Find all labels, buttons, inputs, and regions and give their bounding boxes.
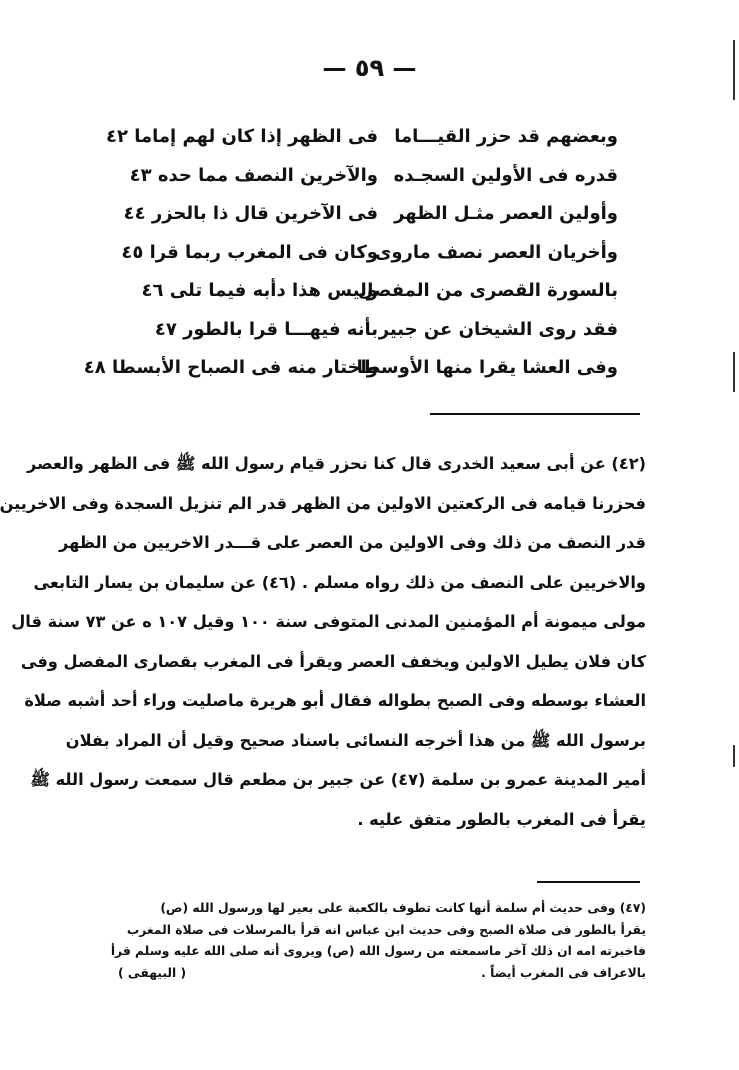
footnote-last-line — [118, 963, 646, 985]
commentary-line: برسول الله ﷺ من هذا أخرجه النسائى باسناد صحيح وقيل أن المراد بفلان — [65, 730, 646, 750]
commentary-line: (٤٢) عن أبى سعيد الخدرى قال كنا نحزر قيام رسول الله ﷺ فى الظهر والعصر — [26, 454, 646, 473]
verse-second-hemistich: فى الآخرين قال ذا بالحزر ٤٤ — [123, 203, 378, 224]
verse-second-hemistich: وليس هذا دأبه فيما تلى ٤٦ — [141, 280, 378, 301]
verse-second-hemistich: والآخرين النصف مما حده ٤٣ — [129, 164, 378, 186]
footnote-line: بالاعراف فى المغرب أيضاً . — [481, 965, 646, 980]
verse-second-hemistich: وكان فى المغرب ربما قرا ٤٥ — [121, 241, 378, 263]
scan-edge-mark — [733, 40, 735, 100]
verse-row — [128, 157, 618, 196]
commentary-line: فحزرنا قيامه فى الركعتين الاولين من الظهر قدر الم تنزيل السجدة وفى الاخريين — [0, 493, 646, 513]
page-number: — ٥٩ — — [322, 54, 417, 82]
verse-row — [128, 311, 618, 350]
verse-first-hemistich: وأولين العصر مثـل الظهر — [394, 203, 618, 224]
verse-row — [105, 118, 618, 157]
verse-first-hemistich: وأخريان العصر نصف ماروى — [374, 241, 618, 263]
section-divider — [430, 413, 640, 415]
footnote-line: (٤٧) وفى حديث أم سلمة أنها كانت تطوف بالكعبة على بعير لها ورسول الله (ص) — [160, 901, 646, 915]
footnote-line: يقرأ بالطور فى صلاة الصبح وفى حديث ابن عباس انه قرأ بالمرسلات فى صلاة المغرب — [126, 922, 646, 937]
commentary-line: قدر النصف من ذلك وفى الاولين من العصر على قـــدر الاخريين من الظهر — [59, 533, 646, 552]
commentary-line: كان فلان يطيل الاولين ويخفف العصر ويقرأ فى المغرب بقصارى المفصل وفى — [20, 651, 646, 671]
commentary-text — [0, 444, 646, 839]
verse-row — [83, 349, 618, 388]
verse-second-hemistich: واختار منه فى الصباح الأبسطا ٤٨ — [83, 357, 378, 378]
commentary-line: مولى ميمونة أم المؤمنين المدنى المتوفى سنة ١٠٠ وقيل ١٠٧ ه عن ٧٣ سنة قال — [11, 612, 646, 631]
commentary-line: العشاء بوسطه وفى الصبح بطواله فقال أبو هريرة ماصليت وراء أحد أشبه صلاة — [24, 691, 646, 710]
verse-row — [128, 272, 618, 311]
verse-second-hemistich: فى الظهر إذا كان لهم إماما ٤٢ — [105, 126, 378, 147]
verse-row — [121, 234, 618, 273]
footnote — [110, 898, 646, 984]
verse-second-hemistich: بأنه فيهـــا قرا بالطور ٤٧ — [154, 318, 378, 340]
verse-row — [123, 195, 618, 234]
scan-edge-mark — [733, 352, 735, 392]
scan-edge-mark — [733, 745, 735, 767]
verse-first-hemistich: قدره فى الأولين السجـده — [393, 164, 618, 186]
commentary-line: يقرأ فى المغرب بالطور متفق عليه . — [357, 809, 646, 829]
footnote-line: فاخبرته امه ان ذلك آخر ماسمعته من رسول الله (ص) ويروى أنه صلى الله عليه وسلم قرأ — [110, 944, 646, 958]
verse-first-hemistich: فقد روى الشيخان عن جبير — [378, 318, 618, 340]
verse-block — [83, 118, 618, 388]
commentary-line: أمير المدينة عمرو بن سلمة (٤٧) عن جبير بن مطعم قال سمعت رسول الله ﷺ — [30, 770, 646, 789]
commentary-line: والاخريين على النصف من ذلك رواه مسلم . (٤٦) عن سليمان بن يسار التابعى — [33, 572, 646, 592]
footnote-divider — [537, 881, 640, 883]
verse-first-hemistich: بالسورة القصرى من المفصل — [357, 280, 618, 301]
footnote-source: ( البيهقى ) — [118, 965, 187, 980]
verse-first-hemistich: وفى العشا يقرا منها الأوسطا — [356, 357, 618, 378]
verse-first-hemistich: وبعضهم قد حزر القيـــاما — [394, 126, 618, 147]
